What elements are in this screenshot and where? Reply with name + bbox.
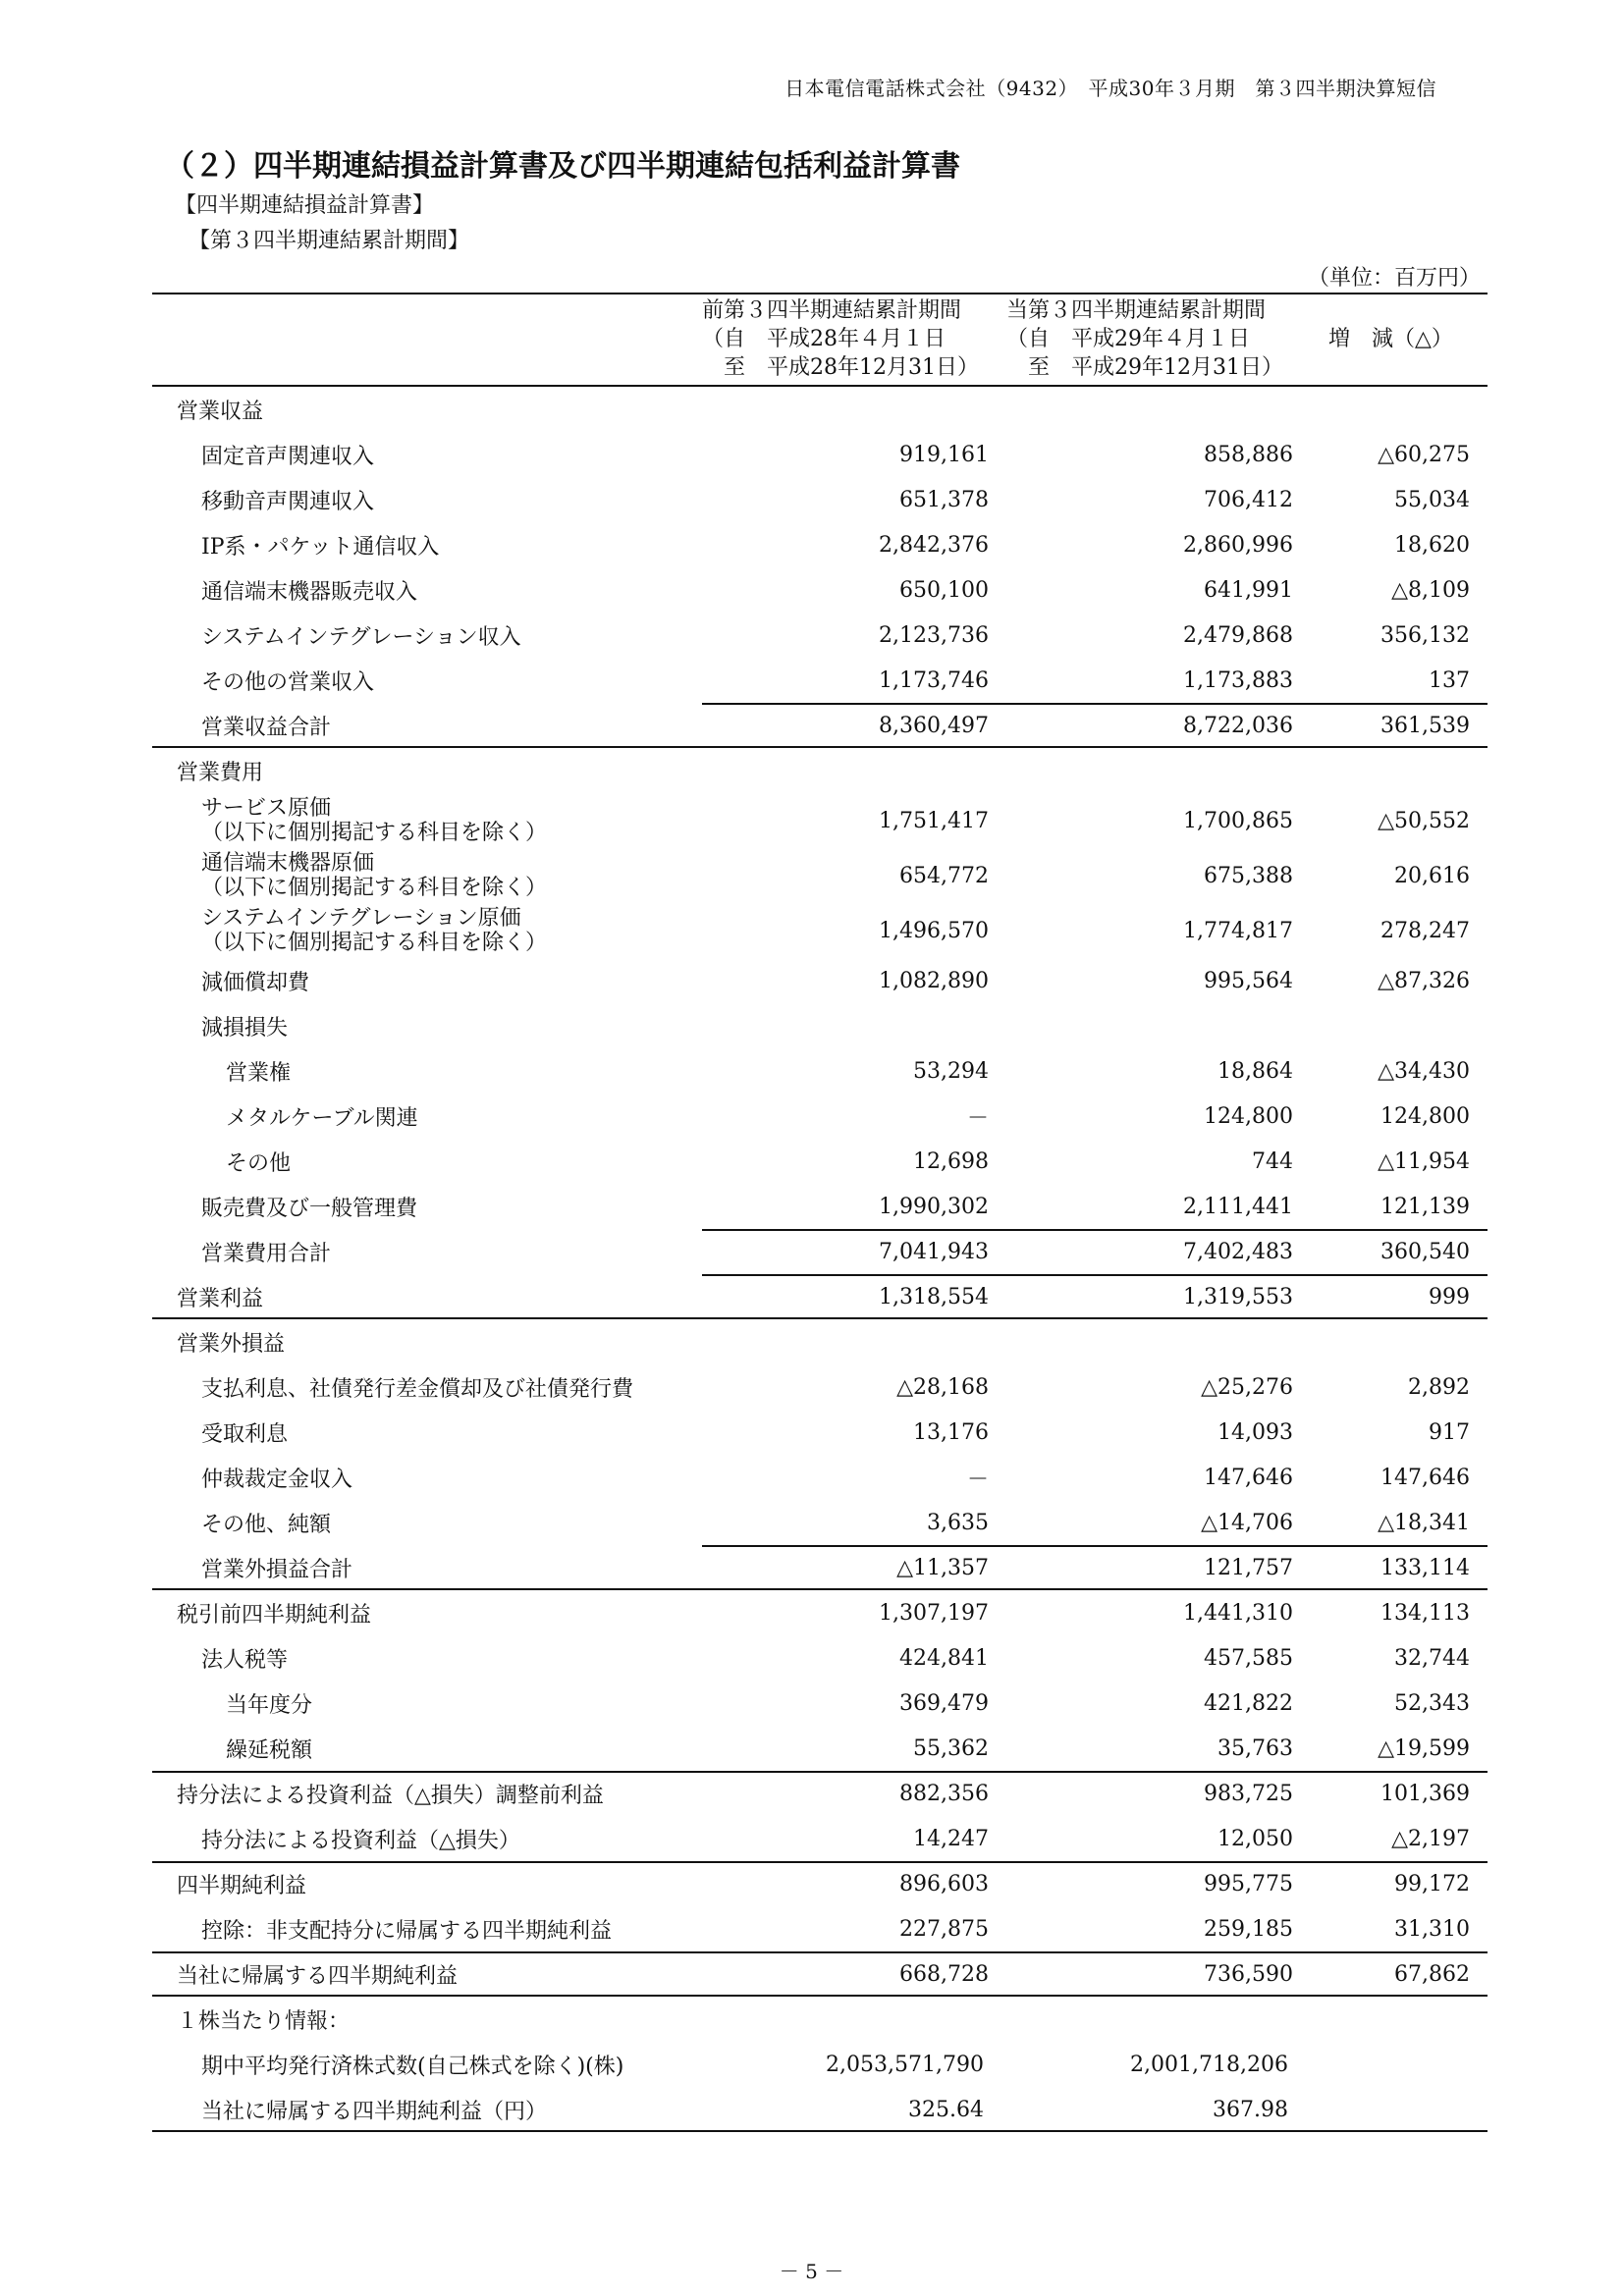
row-label: 通信端末機器販売収入	[201, 579, 418, 605]
table-row	[152, 1048, 1488, 1094]
prev-period-title: 前第３四半期連結累計期間	[702, 298, 962, 323]
diff-value: 99,172	[1394, 1871, 1470, 1896]
row-label-line2: （以下に個別掲記する科目を除く）	[201, 931, 548, 955]
curr-value: 14,093	[1217, 1419, 1293, 1445]
prev-value: 1,307,197	[879, 1600, 989, 1626]
table-row	[152, 1364, 1488, 1410]
row-label	[201, 903, 547, 958]
diff-value: △50,552	[1378, 808, 1470, 833]
curr-value: 259,185	[1204, 1916, 1293, 1942]
diff-value: 137	[1429, 667, 1470, 693]
row-label: メタルケーブル関連	[226, 1105, 418, 1131]
diff-value: △34,430	[1378, 1058, 1470, 1084]
row-label: １株当たり情報：	[177, 2008, 351, 2034]
curr-value: 421,822	[1204, 1690, 1293, 1716]
row-label-line2: （以下に個別掲記する科目を除く）	[201, 876, 548, 900]
prev-value: 12,698	[913, 1148, 989, 1174]
row-label: 営業外損益	[177, 1331, 286, 1357]
row-label: システムインテグレーション収入	[201, 624, 521, 650]
table-row-total	[152, 1229, 1488, 1274]
row-label: 営業費用	[177, 760, 264, 785]
row-label: 持分法による投資利益（△損失）調整前利益	[177, 1783, 604, 1808]
table-row	[152, 2087, 1488, 2132]
table-row	[152, 848, 1488, 903]
diff-value: 356,132	[1380, 622, 1470, 648]
diff-value: 101,369	[1380, 1781, 1470, 1806]
diff-value: 147,646	[1380, 1465, 1470, 1490]
table-row	[152, 1906, 1488, 1951]
table-row	[152, 903, 1488, 958]
diff-value: 133,114	[1380, 1555, 1470, 1580]
page-title: （２）四半期連結損益計算書及び四半期連結包括利益計算書	[165, 149, 960, 184]
prev-value: 55,362	[913, 1735, 989, 1761]
prev-value: 668,728	[899, 1961, 989, 1987]
diff-value: 360,540	[1380, 1239, 1470, 1264]
curr-value: 1,774,817	[1183, 918, 1293, 943]
prev-value: 8,360,497	[879, 713, 989, 738]
row-label	[201, 793, 547, 848]
curr-value: 983,725	[1204, 1781, 1293, 1806]
prev-value: 1,751,417	[879, 808, 989, 833]
diff-value: △60,275	[1378, 442, 1470, 467]
row-label: 減損損失	[201, 1015, 289, 1041]
curr-value: 2,001,718,206	[1130, 2052, 1288, 2077]
table-row	[152, 658, 1488, 703]
curr-value: 675,388	[1204, 863, 1293, 888]
prev-value: △11,357	[896, 1555, 989, 1580]
row-label: その他、純額	[201, 1512, 332, 1537]
row-label: その他の営業収入	[201, 669, 375, 695]
prev-value: 1,318,554	[879, 1284, 989, 1309]
curr-period-to: 至 平成29年12月31日）	[1006, 355, 1283, 380]
curr-value: 858,886	[1204, 442, 1293, 467]
row-label: その他	[226, 1150, 292, 1176]
row-label: 営業収益合計	[201, 715, 332, 740]
curr-value: 1,700,865	[1183, 808, 1293, 833]
diff-value: 124,800	[1380, 1103, 1470, 1129]
row-label: 営業外損益合計	[201, 1557, 353, 1582]
row-label-line1: 通信端末機器原価	[201, 851, 375, 876]
prev-value: 896,603	[899, 1871, 989, 1896]
row-label: IP系・パケット通信収入	[201, 534, 440, 560]
table-row	[152, 432, 1488, 477]
table-row-total	[152, 1274, 1488, 1319]
curr-value: 1,173,883	[1183, 667, 1293, 693]
curr-value: △14,706	[1201, 1510, 1293, 1535]
row-label: 営業費用合計	[201, 1241, 332, 1266]
row-label-line1: サービス原価	[201, 796, 332, 821]
curr-value: 706,412	[1204, 487, 1293, 512]
prev-value: －	[966, 1105, 989, 1131]
row-label: 移動音声関連収入	[201, 489, 375, 514]
curr-value: 2,479,868	[1183, 622, 1293, 648]
diff-value: △2,197	[1391, 1826, 1470, 1851]
curr-value: 1,441,310	[1183, 1600, 1293, 1626]
table-row	[152, 1726, 1488, 1771]
prev-value: 919,161	[899, 442, 989, 467]
row-label: 営業収益	[177, 399, 264, 424]
curr-value: 744	[1252, 1148, 1293, 1174]
curr-value: 124,800	[1204, 1103, 1293, 1129]
prev-value: △28,168	[896, 1374, 989, 1400]
curr-period-title: 当第３四半期連結累計期間	[1006, 298, 1267, 323]
row-label-line1: システムインテグレーション原価	[201, 906, 521, 931]
curr-value: 995,564	[1204, 968, 1293, 993]
document-header: 日本電信電話株式会社（9432） 平成30年３月期 第３四半期決算短信	[784, 77, 1436, 100]
prev-value: 227,875	[899, 1916, 989, 1942]
diff-value: 999	[1429, 1284, 1470, 1309]
curr-value: 7,402,483	[1183, 1239, 1293, 1264]
table-row	[152, 1319, 1488, 1364]
unit-label: （単位：百万円）	[1307, 266, 1481, 291]
table-row	[152, 1410, 1488, 1455]
diff-value: 121,139	[1380, 1194, 1470, 1219]
diff-value: 67,862	[1394, 1961, 1470, 1987]
table-row-total	[152, 1861, 1488, 1906]
curr-value: 147,646	[1204, 1465, 1293, 1490]
prev-period-to: 至 平成28年12月31日）	[702, 355, 979, 380]
prev-period-from: （自 平成28年４月１日	[702, 327, 946, 351]
row-label-line2: （以下に個別掲記する科目を除く）	[201, 821, 548, 845]
statement-subtitle: 【四半期連結損益計算書】	[175, 193, 435, 218]
curr-value: 8,722,036	[1183, 713, 1293, 738]
diff-value: 278,247	[1380, 918, 1470, 943]
table-row	[152, 522, 1488, 567]
diff-value: △87,326	[1378, 968, 1470, 993]
row-label: 減価償却費	[201, 970, 310, 995]
table-row	[152, 387, 1488, 432]
curr-value: 35,763	[1217, 1735, 1293, 1761]
curr-value: 2,111,441	[1183, 1194, 1293, 1219]
row-label: 税引前四半期純利益	[177, 1602, 372, 1628]
curr-value: 121,757	[1204, 1555, 1293, 1580]
table-row	[152, 1635, 1488, 1681]
prev-value: 882,356	[899, 1781, 989, 1806]
table-row	[152, 1590, 1488, 1635]
curr-value: 1,319,553	[1183, 1284, 1293, 1309]
table-row	[152, 748, 1488, 793]
prev-value: 1,496,570	[879, 918, 989, 943]
table-row	[152, 1003, 1488, 1048]
row-label: 受取利息	[201, 1421, 289, 1447]
prev-value: 369,479	[899, 1690, 989, 1716]
diff-value: 917	[1429, 1419, 1470, 1445]
row-label: 当社に帰属する四半期純利益（円）	[201, 2099, 548, 2124]
table-row-total	[152, 703, 1488, 748]
page-number: － 5 －	[779, 2260, 844, 2283]
row-label: 営業権	[226, 1060, 292, 1086]
table-row-total	[152, 1771, 1488, 1816]
prev-value: 2,842,376	[879, 532, 989, 558]
row-label	[201, 848, 547, 903]
table-row	[152, 1455, 1488, 1500]
curr-period-header	[1006, 296, 1283, 382]
diff-value: 18,620	[1394, 532, 1470, 558]
diff-value: 32,744	[1394, 1645, 1470, 1671]
row-label: 法人税等	[201, 1647, 289, 1673]
table-row-total	[152, 1545, 1488, 1590]
prev-value: －	[966, 1467, 989, 1492]
column-header	[152, 293, 1488, 387]
diff-value: △8,109	[1391, 577, 1470, 603]
prev-value: 2,123,736	[879, 622, 989, 648]
diff-value: △11,954	[1378, 1148, 1470, 1174]
row-label: 持分法による投資利益（△損失）	[201, 1828, 520, 1853]
table-row	[152, 958, 1488, 1003]
table-row	[152, 477, 1488, 522]
prev-value: 14,247	[913, 1826, 989, 1851]
per-share-heading	[152, 1997, 1488, 2042]
diff-value: 55,034	[1394, 487, 1470, 512]
prev-value: 1,173,746	[879, 667, 989, 693]
prev-value: 13,176	[913, 1419, 989, 1445]
table-row	[152, 793, 1488, 848]
prev-value: 651,378	[899, 487, 989, 512]
table-row	[152, 1094, 1488, 1139]
income-statement-table	[152, 293, 1488, 2132]
diff-value: 31,310	[1394, 1916, 1470, 1942]
diff-value: 20,616	[1394, 863, 1470, 888]
table-row	[152, 2042, 1488, 2087]
table-row	[152, 1681, 1488, 1726]
prev-value: 654,772	[899, 863, 989, 888]
table-row	[152, 1816, 1488, 1861]
prev-value: 424,841	[899, 1645, 989, 1671]
table-row	[152, 1184, 1488, 1229]
row-label: 当年度分	[226, 1692, 313, 1718]
prev-value: 2,053,571,790	[826, 2052, 984, 2077]
row-label: 繰延税額	[226, 1737, 313, 1763]
curr-value: 2,860,996	[1183, 532, 1293, 558]
diff-value: △19,599	[1378, 1735, 1470, 1761]
diff-value: 2,892	[1408, 1374, 1470, 1400]
curr-value: 641,991	[1204, 577, 1293, 603]
row-label: 期中平均発行済株式数(自己株式を除く)(株)	[201, 2054, 624, 2079]
curr-value: 995,775	[1204, 1871, 1293, 1896]
diff-header: 増 減（△）	[1328, 327, 1453, 351]
curr-value: 367.98	[1213, 2097, 1288, 2122]
table-row-total	[152, 1951, 1488, 1997]
diff-value: △18,341	[1378, 1510, 1470, 1535]
table-row	[152, 567, 1488, 613]
diff-value: 361,539	[1380, 713, 1470, 738]
curr-value: 18,864	[1217, 1058, 1293, 1084]
row-label: 固定音声関連収入	[201, 444, 375, 469]
diff-value: 52,343	[1394, 1690, 1470, 1716]
prev-value: 325.64	[908, 2097, 984, 2122]
row-label: 四半期純利益	[177, 1873, 307, 1898]
table-row	[152, 1500, 1488, 1545]
table-row	[152, 613, 1488, 658]
prev-value: 7,041,943	[879, 1239, 989, 1264]
curr-value: 736,590	[1204, 1961, 1293, 1987]
table-row	[152, 1139, 1488, 1184]
curr-value: 12,050	[1217, 1826, 1293, 1851]
curr-period-from: （自 平成29年４月１日	[1006, 327, 1250, 351]
row-label: 支払利息、社債発行差金償却及び社債発行費	[201, 1376, 634, 1402]
curr-value: △25,276	[1201, 1374, 1293, 1400]
row-label: 仲裁裁定金収入	[201, 1467, 353, 1492]
curr-value: 457,585	[1204, 1645, 1293, 1671]
row-label: 控除：非支配持分に帰属する四半期純利益	[201, 1918, 613, 1944]
row-label: 営業利益	[177, 1286, 264, 1311]
row-label: 販売費及び一般管理費	[201, 1196, 418, 1221]
prev-value: 3,635	[927, 1510, 989, 1535]
prev-value: 650,100	[899, 577, 989, 603]
period-subtitle: 【第３四半期連結累計期間】	[189, 229, 470, 253]
prev-value: 1,082,890	[879, 968, 989, 993]
prev-value: 53,294	[913, 1058, 989, 1084]
prev-value: 1,990,302	[879, 1194, 989, 1219]
row-label: 当社に帰属する四半期純利益	[177, 1963, 459, 1989]
diff-value: 134,113	[1380, 1600, 1470, 1626]
prev-period-header	[702, 296, 979, 382]
